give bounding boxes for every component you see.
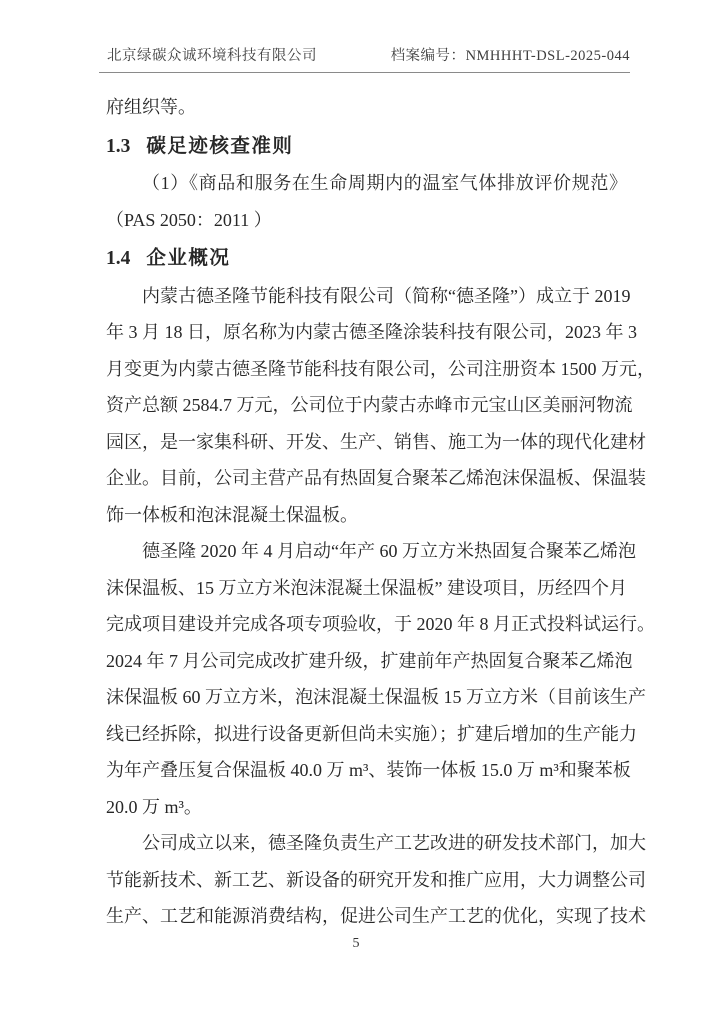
header-archive-number	[391, 44, 630, 65]
archive-label: 档案编号：	[390, 48, 466, 64]
section-number: 1.3	[106, 135, 131, 157]
section-title: 碳足迹核查准则	[146, 135, 294, 157]
text-line: 企业。目前，公司主营产品有热固复合聚苯乙烯泡沫保温板、保温装	[106, 468, 646, 488]
text-line: 沫保温板 60 万立方米，泡沫混凝土保温板 15 万立方米（目前该生产	[106, 687, 646, 707]
archive-value: NMHHHT-DSL-2025-044	[465, 48, 630, 64]
text-line: 完成项目建设并完成各项专项验收，于 2020 年 8 月正式投料试运行。	[106, 614, 655, 634]
text-line: 生产、工艺和能源消费结构，促进公司生产工艺的优化，实现了技术	[106, 906, 646, 926]
paragraph	[106, 278, 655, 534]
paragraph	[106, 165, 627, 238]
text-line: 月变更为内蒙古德圣隆节能科技有限公司，公司注册资本 1500 万元，	[106, 358, 655, 379]
text-line: 沫保温板、15 万立方米泡沫混凝土保温板” 建设项目，历经四个月	[106, 577, 627, 598]
page-number: 5	[352, 936, 360, 951]
section-heading	[106, 241, 627, 278]
text-line: 资产总额 2584.7 万元，公司位于内蒙古赤峰市元宝山区美丽河物流	[106, 395, 633, 415]
text-line: （PAS 2050：2011 ）	[106, 209, 272, 230]
text-line: 为年产叠压复合保温板 40.0 万 m³、装饰一体板 15.0 万 m³和聚苯板	[106, 760, 631, 780]
text-line: 府组织等。	[106, 97, 196, 117]
text-line: 饰一体板和泡沫混凝土保温板。	[106, 504, 358, 525]
section-heading	[106, 129, 627, 166]
text-line: 园区，是一家集科研、开发、生产、销售、施工为一体的现代化建材	[106, 431, 646, 452]
text-line: 20.0 万 m³。	[106, 796, 202, 817]
text-line: 2024 年 7 月公司完成改扩建升级，扩建前年产热固复合聚苯乙烯泡	[106, 650, 633, 671]
text-line: 内蒙古德圣隆节能科技有限公司（简称“德圣隆”）成立于 2019	[142, 285, 631, 306]
page-header	[99, 44, 630, 73]
text-line: 年 3 月 18 日，原名称为内蒙古德圣隆涂装科技有限公司，2023 年 3	[106, 322, 637, 342]
document-body	[106, 89, 655, 935]
text-line: 公司成立以来，德圣隆负责生产工艺改进的研发技术部门，加大	[142, 833, 646, 853]
paragraph	[106, 825, 646, 935]
section-title: 企业概况	[146, 248, 231, 269]
header-company-name: 北京绿碳众诚环境科技有限公司	[107, 48, 317, 64]
paragraph	[106, 533, 655, 825]
text-line: 德圣隆 2020 年 4 月启动“年产 60 万立方米热固复合聚苯乙烯泡	[142, 541, 636, 561]
paragraph	[106, 89, 627, 126]
text-line: 线已经拆除，拟进行设备更新但尚未实施）；扩建后增加的生产能力	[106, 723, 637, 744]
section-number: 1.4	[106, 248, 131, 269]
text-line: （1）《商品和服务在生命周期内的温室气体排放评价规范》	[142, 173, 627, 193]
text-line: 节能新技术、新工艺、新设备的研究开发和推广应用，大力调整公司	[106, 869, 646, 890]
